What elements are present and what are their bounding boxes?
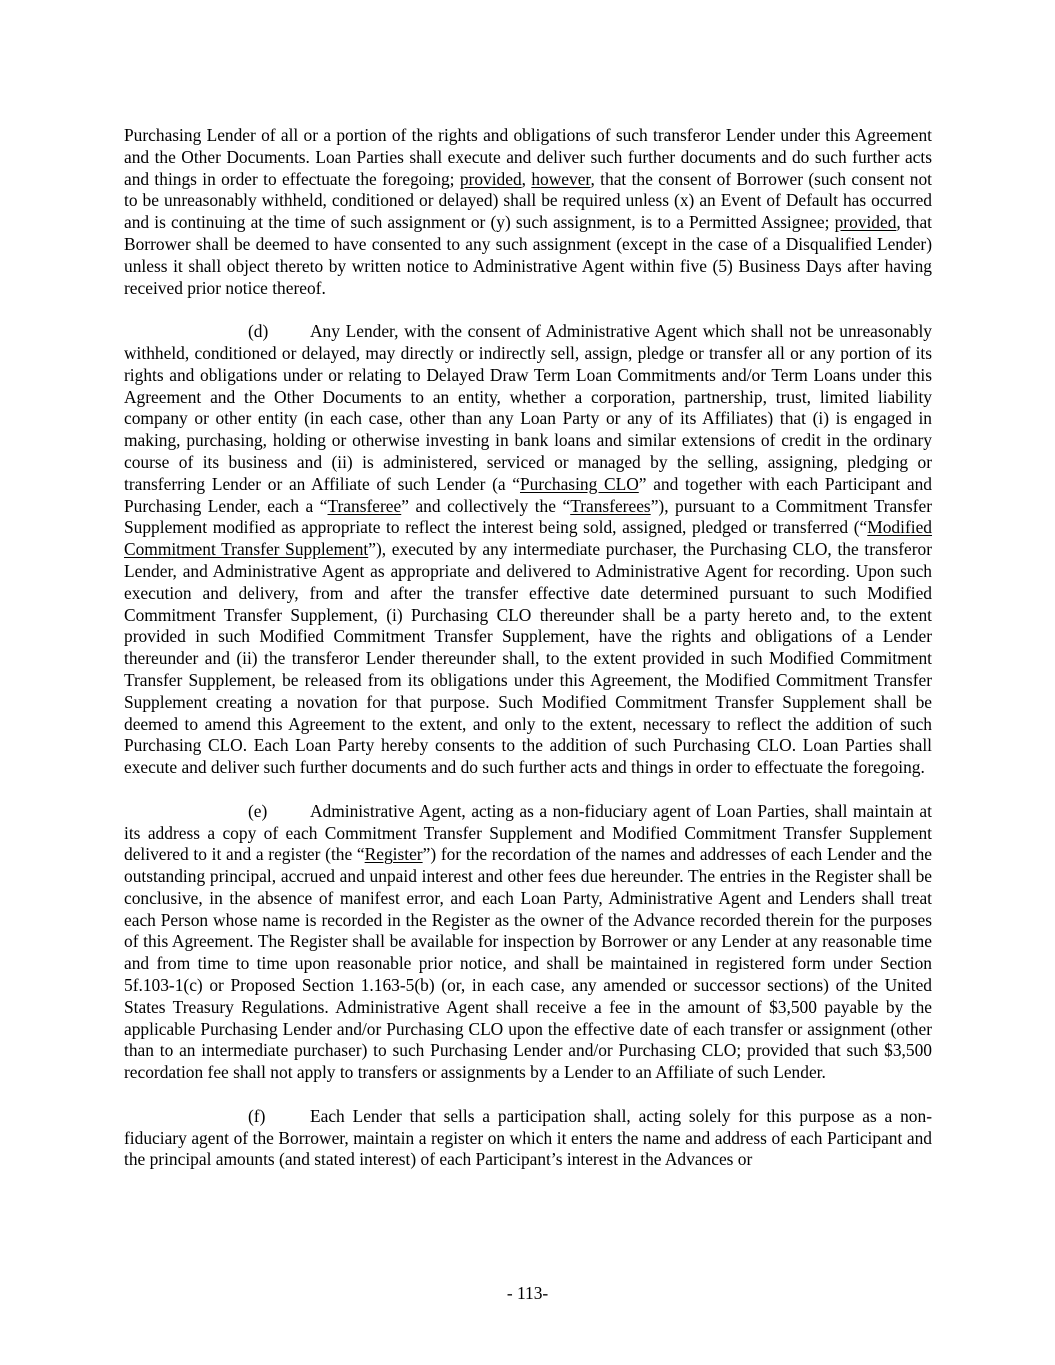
defined-term-provided: provided [834,212,897,233]
text-segment: , that the consent of Borrower (such consent not to be unreasonably withheld, conditioned or delayed) shall be required unless (x) an Event of Default has occurred and is continuing at the time of such assignment or (y) such assignment, is to a Permitted Assignee; [124,168,932,233]
page-number: - 113- [506,1283,549,1303]
paragraph-d [124,321,932,779]
defined-term-provided: provided [459,168,522,189]
defined-term-however: however [531,168,591,189]
text-segment: , that Borrower shall be deemed to have consented to any such assignment (except in the case of a Disqualified Lender) unless it shall object thereto by written notice to Administrative Agent within five (5) Business Days after having received prior notice thereof. [124,212,933,298]
document-page [124,125,932,1193]
defined-term-transferee: Transferee [327,495,402,516]
defined-term-modified-commitment-transfer-supplement: Modified Commitment Transfer Supplement [124,517,932,560]
text-segment: Administrative Agent, acting as a non-fiduciary agent of Loan Parties, shall maintain at its address a copy of each Commitment Transfer Supplement and Modified Commitment Transfer Supplement delivered to it and a register (the “ [124,800,932,865]
defined-term-purchasing-clo: Purchasing CLO [520,473,639,494]
paragraph-e [124,801,932,1084]
text-segment: Each Lender that sells a participation shall, acting solely for this purpose as a non-fiduciary agent of the Borrower, maintain a register on which it enters the name and address of each Participant and the principal amounts (and stated interest) of each Participant’s interest in the Advances or [124,1105,932,1170]
defined-term-transferees: Transferees [570,495,651,516]
text-segment: Purchasing Lender of all or a portion of the rights and obligations of such transferor Lender under this Agreement and the Other Documents. Loan Parties shall execute and deliver such further documents and do such further acts and things in order to effectuate the foregoing; [124,125,932,189]
text-segment: ”) for the recordation of the names and addresses of each Lender and the outstanding principal, accrued and unpaid interest and other fees due hereunder. The entries in the Register shall be conclusive, in the absence of manifest error, and each Loan Party, Administrative Agent and Lenders shall treat each Person whose name is recorded in the Register as the owner of the Advance recorded therein for the purposes of this Agreement. The Register shall be available for inspection by Borrower or any Lender at any reasonable time and from time to time upon reasonable prior notice, and shall be maintained in registered form under Section 5f.103-1(c) or Proposed Section 1.163-5(b) (or, in each case, any amended or successor sections) of the United States Treasury Regulations. Administrative Agent shall receive a fee in the amount of $3,500 payable by the applicable Purchasing Lender and/or Purchasing CLO upon the effective date of each transfer or assignment (other than to an intermediate purchaser) to such Purchasing Lender and/or Purchasing CLO; provided that such $3,500 recordation fee shall not apply to transfers or assignments by a Lender to an Affiliate of such Lender. [124,844,932,1083]
defined-term-register: Register [364,844,423,865]
text-segment: ”), pursuant to a Commitment Transfer Supplement modified as appropriate to reflect the interest being sold, assigned, pledged or transferred (“ [124,495,932,538]
text-segment: , [521,168,532,189]
text-segment: ”), executed by any intermediate purchaser, the Purchasing CLO, the transferor Lender, and Administrative Agent as appropriate and delivered to Administrative Agent for recording. Upon such execution and delivery, from and after the transfer effective date determined pursuant to such Modified Commitment Transfer Supplement, (i) Purchasing CLO thereunder shall be a party hereto and, to the extent provided in such Modified Commitment Transfer Supplement, have the rights and obligations of a Lender thereunder and (ii) the transferor Lender thereunder shall, to the extent provided in such Modified Commitment Transfer Supplement, be released from its obligations under this Agreement, the Modified Commitment Transfer Supplement creating a novation for that purpose. Such Modified Commitment Transfer Supplement shall be deemed to amend this Agreement to the extent, and only to the extent, necessary to reflect the addition of such Purchasing CLO. Each Loan Party hereby consents to the addition of such Purchasing CLO. Loan Parties shall execute and deliver such further documents and do such further acts and things in order to effectuate the foregoing. [124,539,932,778]
paragraph-marker: (f) [248,1105,266,1126]
paragraph-marker: (d) [248,321,269,342]
text-segment: ” and collectively the “ [401,495,571,516]
text-segment: Any Lender, with the consent of Administrative Agent which shall not be unreasonably withheld, conditioned or delayed, may directly or indirectly sell, assign, pledge or transfer all or any portion of its rights and obligations under or relating to Delayed Draw Term Loan Commitments and/or Term Loans under this Agreement and the Other Documents to an entity, whether a corporation, partnership, trust, limited liability company or other entity (in each case, other than any Loan Party or any of its Affiliates) that (i) is engaged in making, purchasing, holding or otherwise investing in bank loans and similar extensions of credit in the ordinary course of its business and (ii) is administered, serviced or managed by the selling, assigning, pledging or transferring Lender or an Affiliate of such Lender (a “ [124,321,932,494]
text-segment: ” and together with each Participant and Purchasing Lender, each a “ [124,473,932,516]
paragraph-f [124,1106,932,1171]
paragraph-marker: (e) [248,800,268,821]
paragraph-c-continuation [124,125,932,299]
